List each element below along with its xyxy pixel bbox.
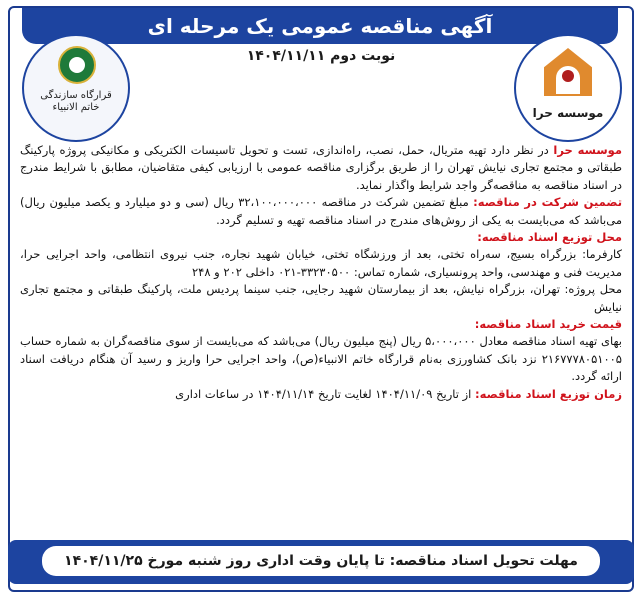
guarantee-text: مبلغ تضمین شرکت در مناقصه ۳۲،۱۰۰،۰۰۰،۰۰۰ ریال (سی و دو میلیارد و یکصد میلیون ریال) می‌باشد که می‌بایست به یکی از روش‌های مندرج در اسناد مناقصه تهیه و تسلیم گردد. [20, 195, 622, 227]
distribution-text: کارفرما: بزرگراه بسیج، سه‌راه تختی، بعد از ورزشگاه تختی، خیابان شهید نجاره، جنب نیروی انتظامی، واحد اجرایی حرا، مدیریت فنی و مهندسی، واحد پرونسیاری، شماره تماس: ۳۳۲۳۰۵۰۰-۰۲۱ داخلی ۲۰۲ و ۲۴۸ [20, 247, 622, 279]
emblem-icon [58, 46, 96, 84]
khatam-logo [22, 34, 130, 142]
price-label: قیمت خرید اسناد مناقصه: [474, 317, 622, 332]
intro-text: در نظر دارد تهیه متریال، حمل، نصب، راه‌اندازی، تست و تحویل تاسیسات الکتریکی و مکانیکی پروژه پارکینگ طبقاتی و مجتمع تجاری نیایش تهران را از طریق برگزاری مناقصه عمومی با ارزیابی کیفی متقاضیان، مطابق با شرایط مندرج در اسناد مناقصه به مناقصه‌گر واجد شرایط واگذار نماید. [20, 143, 622, 192]
footer-banner [8, 540, 634, 584]
page-title: آگهی مناقصه عمومی یک مرحله ای [147, 14, 493, 38]
project-text: محل پروژه: تهران، بزرگراه نیایش، بعد از بیمارستان شهید رجایی، جنب سینما پردیس ملت، پارکینگ طبقاتی و مجتمع تجاری نیایش [20, 282, 622, 314]
time-text: از تاریخ ۱۴۰۴/۱۱/۰۹ لغایت تاریخ ۱۴۰۴/۱۱/۱۴ در ساعات اداری [175, 386, 476, 401]
deadline-text: مهلت تحویل اسناد مناقصه: تا پایان وقت اداری روز شنبه مورخ ۱۴۰۴/۱۱/۲۵ [42, 546, 600, 576]
time-label: زمان توزیع اسناد مناقصه: [475, 386, 622, 401]
notice-body [20, 142, 622, 403]
logo-left-text: قرارگاه سازندگی خاتم الانبیاء [40, 90, 112, 113]
price-text: بهای تهیه اسناد مناقصه معادل ۵،۰۰۰،۰۰۰ ریال (پنج میلیون ریال) می‌باشد که می‌بایست از سوی مناقصه‌گران به شماره حساب ۲۱۶۷۷۷۸۰۵۱۰۰۵ نزد بانک کشاورزی به‌نام قرارگاه خاتم الانبیاء(ص)، واحد اجرایی حرا واریز و رسید آن هنگام دریافت اسناد ارائه گردد. [20, 334, 623, 384]
guarantee-label: تضمین شرکت در مناقصه: [473, 195, 623, 210]
intro-paragraph [20, 142, 622, 194]
logo-right-name: موسسه حرا [532, 106, 604, 120]
title-banner [22, 8, 618, 44]
time-paragraph [20, 386, 622, 403]
intro-label: موسسه حرا [553, 143, 622, 157]
distribution-label: محل توزیع اسناد مناقصه: [477, 230, 622, 245]
round-date: نوبت دوم ۱۴۰۴/۱۱/۱۱ [246, 48, 396, 64]
guarantee-paragraph [20, 194, 622, 229]
hara-logo [514, 34, 622, 142]
